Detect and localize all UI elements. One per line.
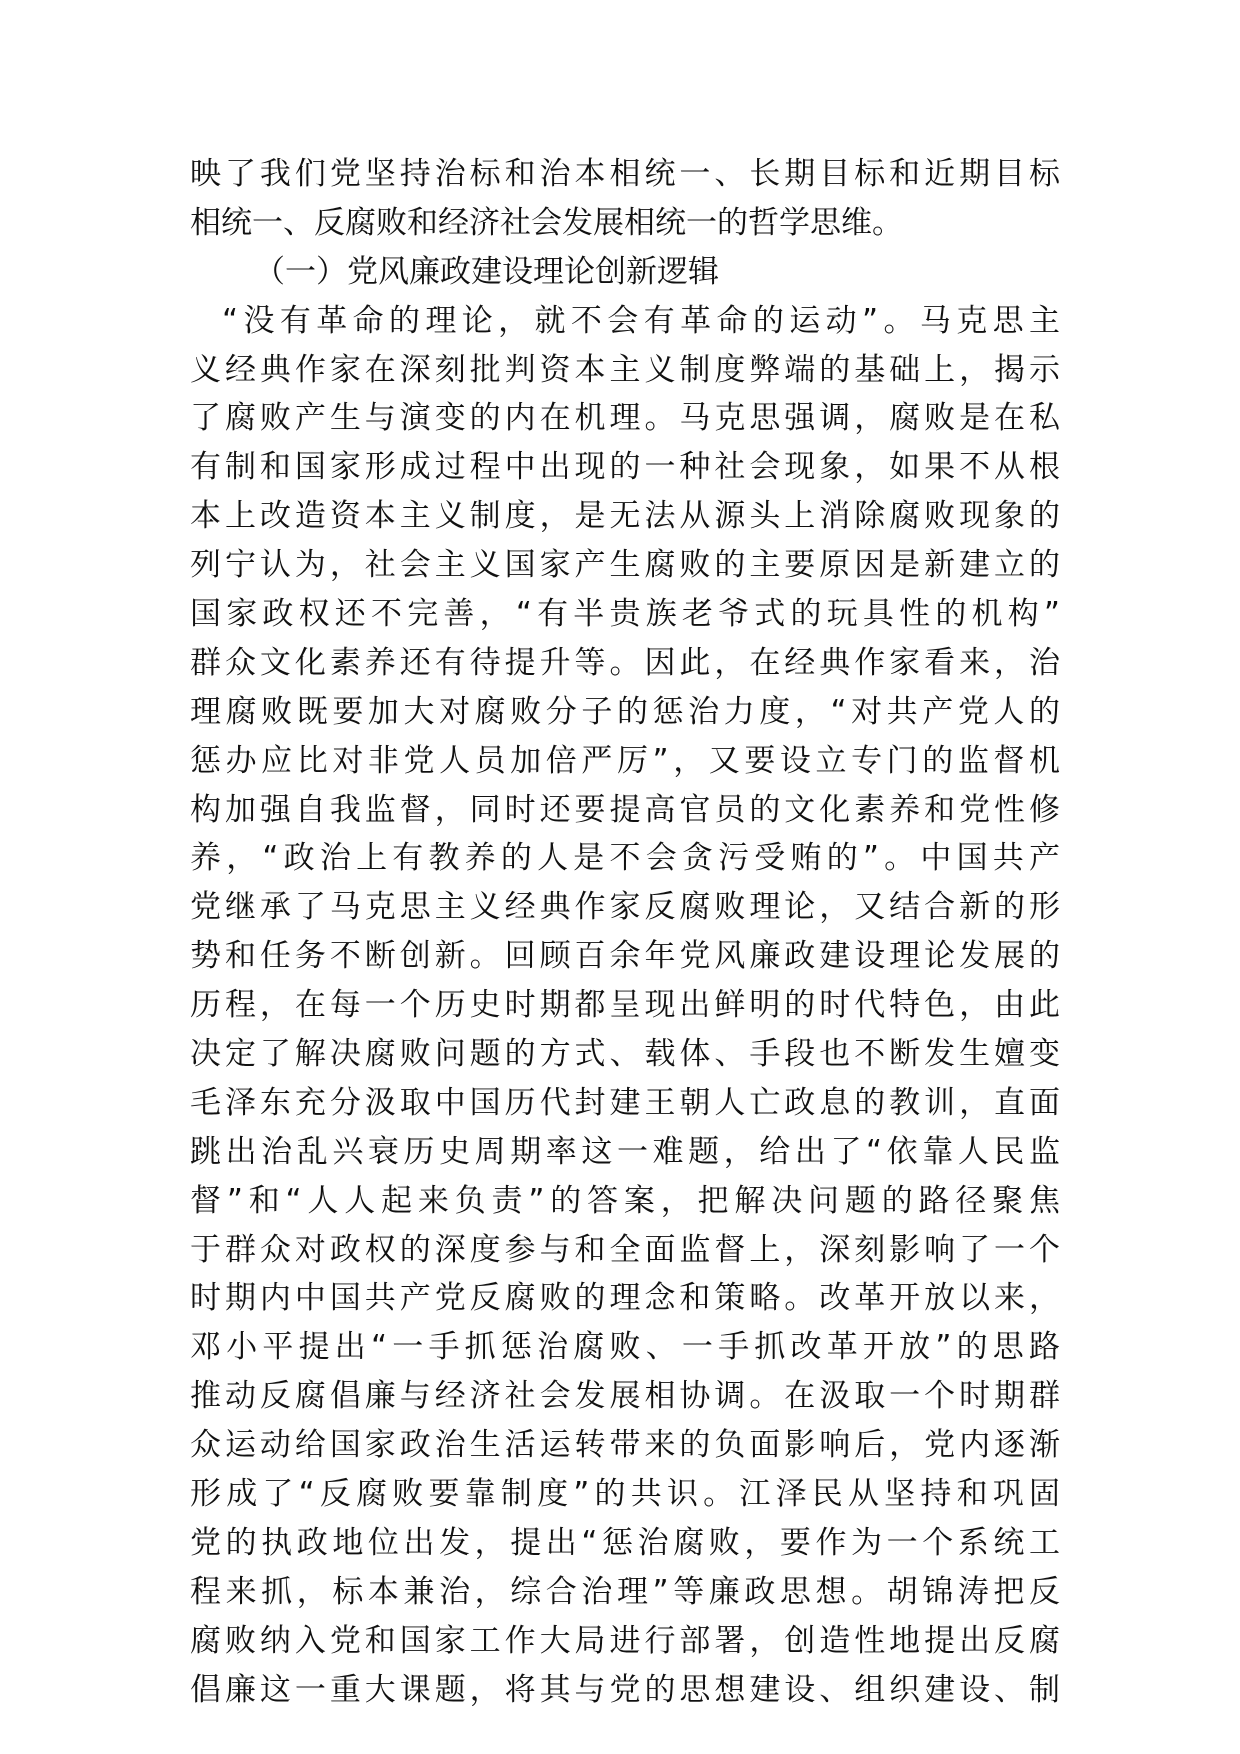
text-line-4: “没有革命的理论，就不会有革命的运动”。马克思主 — [222, 302, 1060, 339]
text-line-32: 倡廉这一重大课题，将其与党的思想建设、组织建设、制 — [190, 1671, 1060, 1708]
text-line-6: 了腐败产生与演变的内在机理。马克思强调，腐败是在私 — [190, 400, 1060, 437]
body-text — [190, 150, 1060, 1715]
text-line-20: 毛泽东充分汲取中国历代封建王朝人亡政息的教训，直面 — [190, 1084, 1060, 1121]
text-line-13: 惩办应比对非党人员加倍严厉”，又要设立专门的监督机 — [190, 742, 1060, 779]
text-line-15: 养，“政治上有教养的人是不会贪污受贿的”。中国共产 — [190, 840, 1060, 877]
text-line-5: 义经典作家在深刻批判资本主义制度弊端的基础上，揭示 — [190, 351, 1060, 388]
text-line-9: 列宁认为，社会主义国家产生腐败的主要原因是新建立的 — [190, 547, 1060, 584]
text-line-31: 腐败纳入党和国家工作大局进行部署，创造性地提出反腐 — [190, 1622, 1060, 1659]
text-line-26: 推动反腐倡廉与经济社会发展相协调。在汲取一个时期群 — [190, 1378, 1060, 1415]
text-line-19: 决定了解决腐败问题的方式、载体、手段也不断发生嬗变 — [190, 1036, 1060, 1073]
text-line-16: 党继承了马克思主义经典作家反腐败理论，又结合新的形 — [190, 889, 1060, 926]
text-line-28: 形成了“反腐败要靠制度”的共识。江泽民从坚持和巩固 — [190, 1476, 1060, 1513]
text-line-21: 跳出治乱兴衰历史周期率这一难题，给出了“依靠人民监 — [190, 1133, 1060, 1170]
text-line-22: 督”和“人人起来负责”的答案，把解决问题的路径聚焦 — [190, 1182, 1060, 1219]
text-line-24: 时期内中国共产党反腐败的理念和策略。改革开放以来， — [190, 1280, 1060, 1317]
text-line-2: 相统一、反腐败和经济社会发展相统一的哲学思维。 — [190, 204, 903, 241]
text-line-23: 于群众对政权的深度参与和全面监督上，深刻影响了一个 — [190, 1231, 1060, 1268]
text-line-29: 党的执政地位出发，提出“惩治腐败，要作为一个系统工 — [190, 1524, 1060, 1561]
text-line-1: 映了我们党坚持治标和治本相统一、长期目标和近期目标 — [190, 156, 1060, 192]
text-line-25: 邓小平提出“一手抓惩治腐败、一手抓改革开放”的思路 — [190, 1329, 1060, 1366]
text-line-18: 历程，在每一个历史时期都呈现出鲜明的时代特色，由此 — [190, 987, 1060, 1024]
text-line-14: 构加强自我监督，同时还要提高官员的文化素养和党性修 — [190, 791, 1060, 828]
text-line-17: 势和任务不断创新。回顾百余年党风廉政建设理论发展的 — [190, 938, 1060, 975]
text-line-12: 理腐败既要加大对腐败分子的惩治力度，“对共产党人的 — [190, 693, 1060, 730]
text-line-27: 众运动给国家政治生活运转带来的负面影响后，党内逐渐 — [190, 1427, 1060, 1464]
section-heading: （一）党风廉政建设理论创新逻辑 — [254, 253, 719, 290]
text-line-8: 本上改造资本主义制度，是无法从源头上消除腐败现象的 — [190, 498, 1060, 535]
text-line-11: 群众文化素养还有待提升等。因此，在经典作家看来，治 — [190, 644, 1060, 681]
text-line-30: 程来抓，标本兼治，综合治理”等廉政思想。胡锦涛把反 — [190, 1573, 1060, 1610]
text-line-10: 国家政权还不完善，“有半贵族老爷式的玩具性的机构” — [190, 596, 1060, 633]
text-line-7: 有制和国家形成过程中出现的一种社会现象，如果不从根 — [190, 449, 1060, 486]
